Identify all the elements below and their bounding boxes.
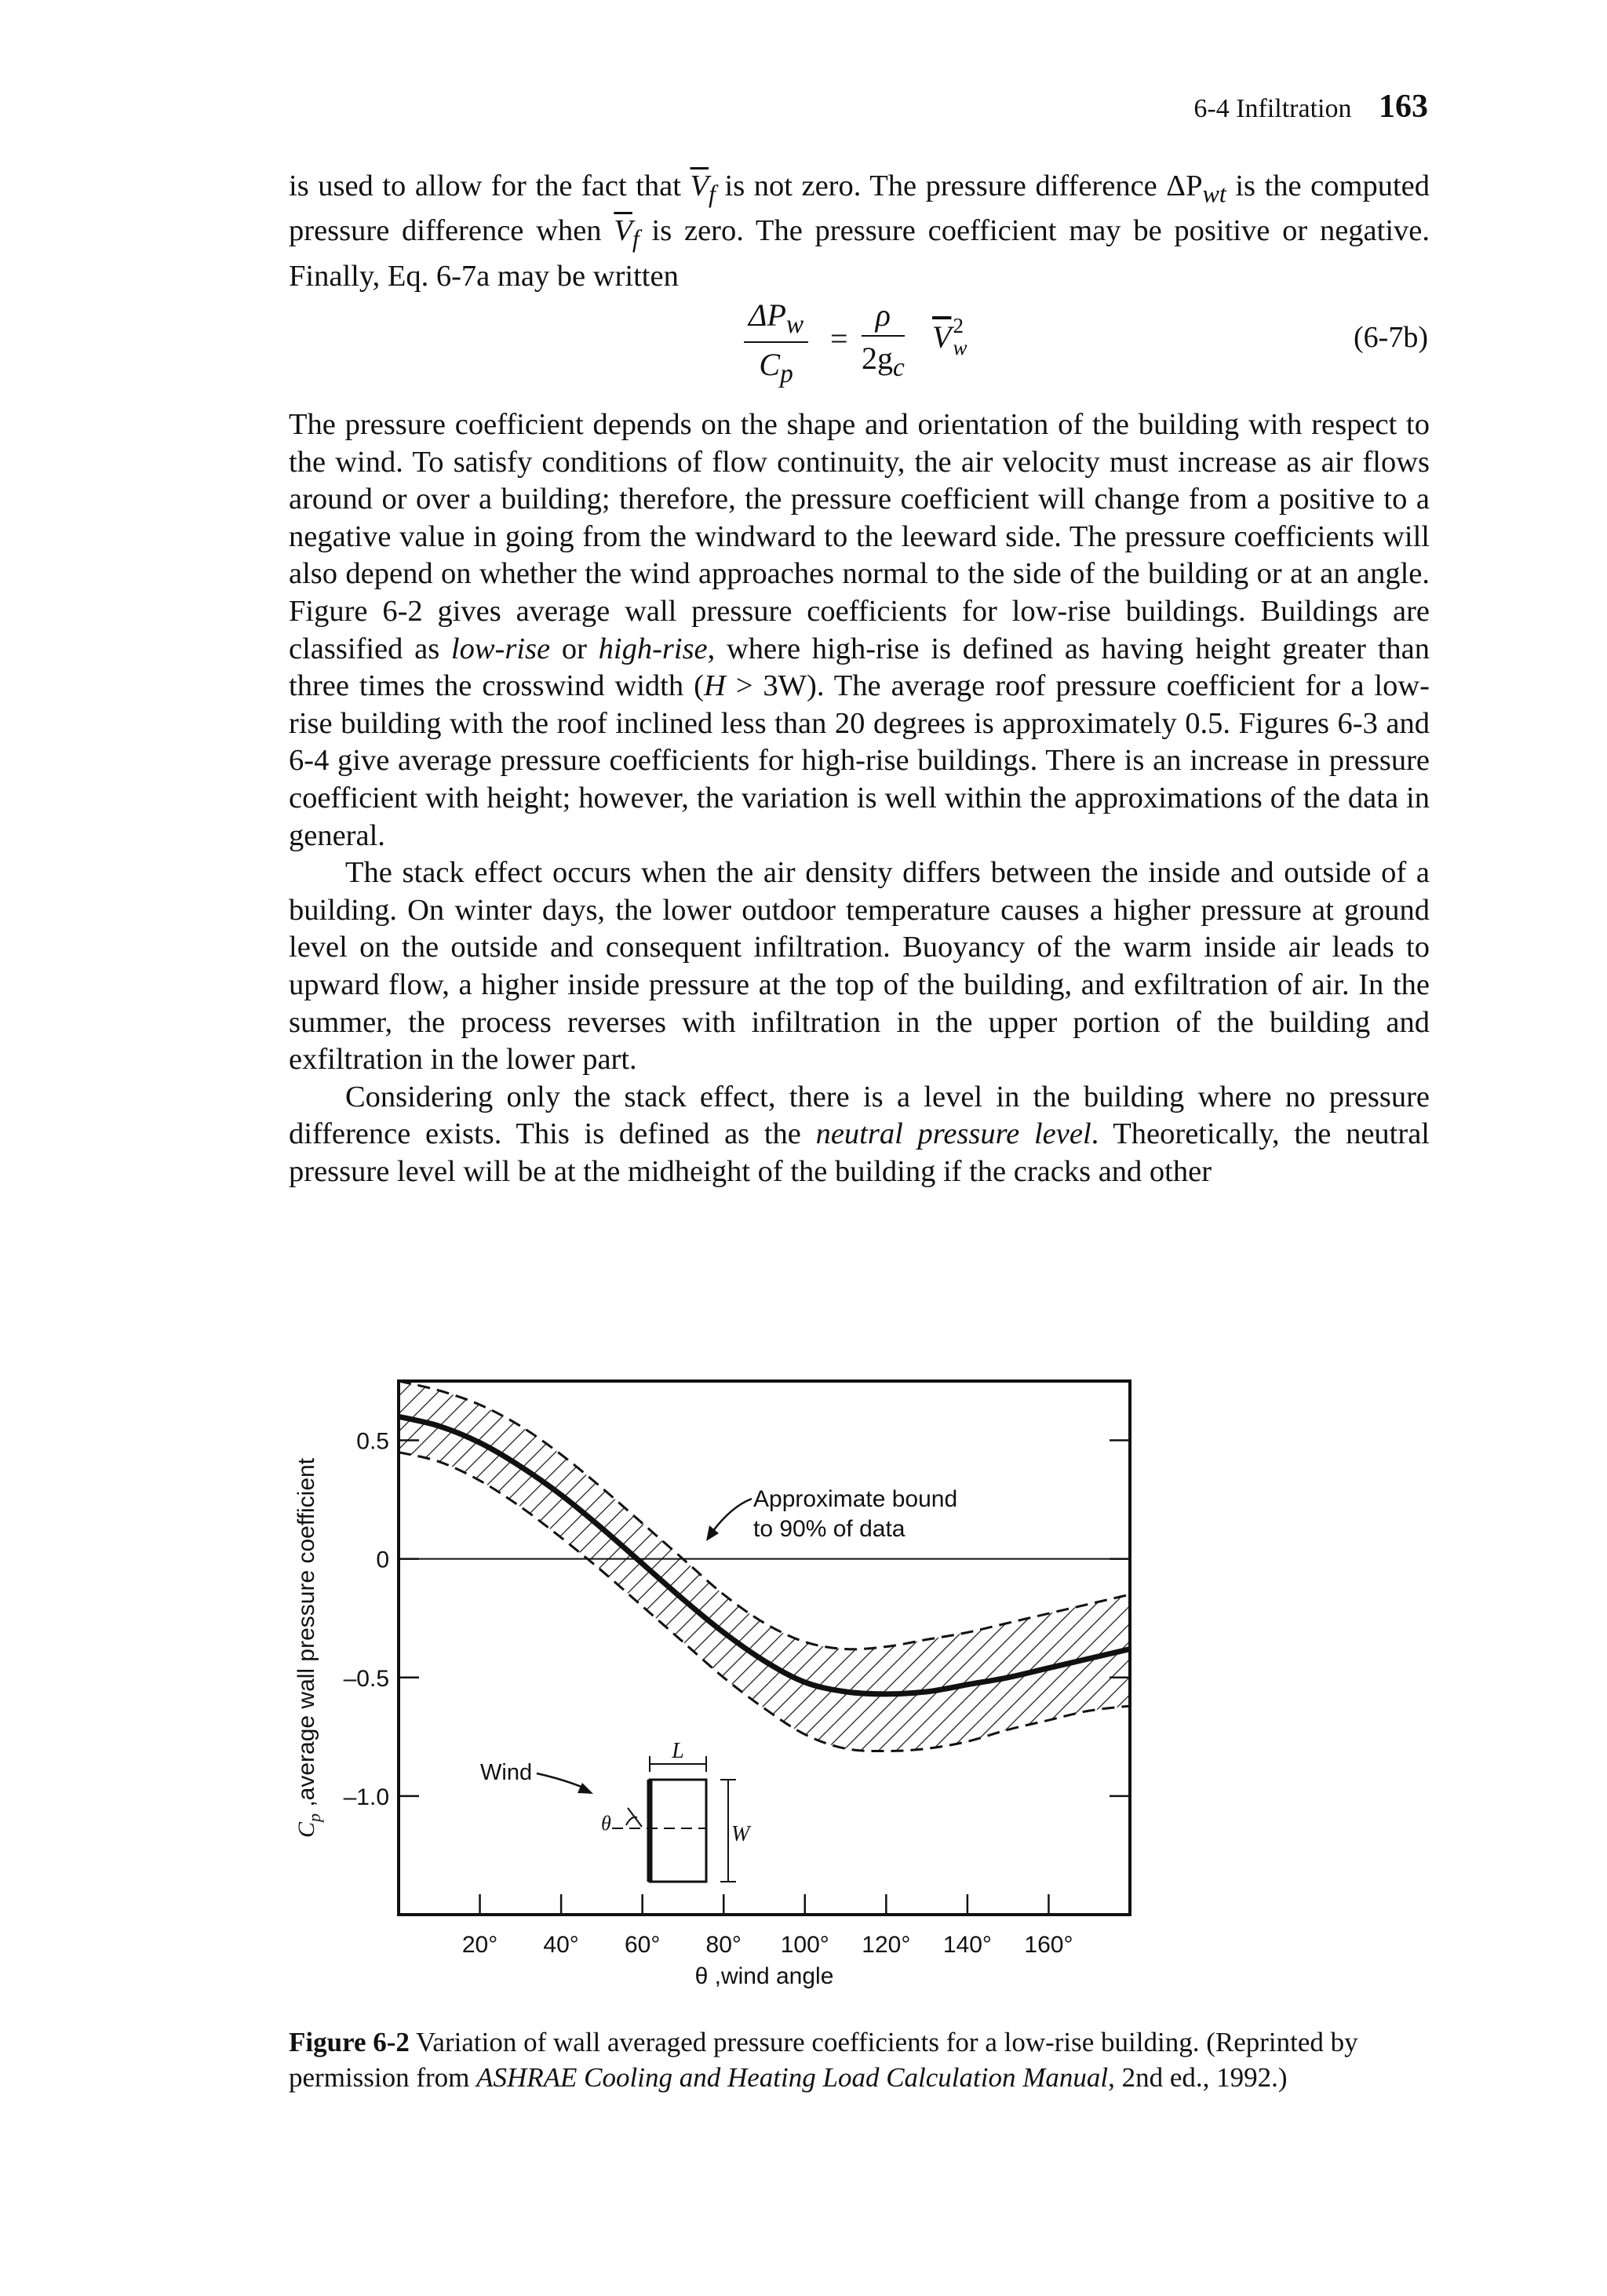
wind-label: Wind (480, 1760, 533, 1785)
y-axis-label: $C_p$ ,average wall pressure coefficient (293, 1457, 324, 1839)
para1-text-d: is zero. The pressure coefficient may be positive or negative. Finally, Eq. 6-7a may be written (289, 214, 1430, 293)
v-w-sup: 2 (953, 314, 964, 337)
lhs-denominator: C (759, 347, 781, 382)
y-tick-label: –1.0 (343, 1784, 389, 1810)
para4-text-a: Considering only the stack effect, there is a level in the building where no pressure difference exists. This is defined as the (289, 1080, 1430, 1151)
equals-sign: = (830, 321, 848, 356)
v-w-sub: w (953, 336, 967, 359)
para2-text-d: > 3W). The average roof pressure coefficient for a low-rise building with the roof inclined less than 20 degrees is approximately 0.5. Figures 6-3 and 6-4 give average pressure coefficients for high-rise buildings. There is an increase in pressure coefficient with height; however, the variation is well within the approximations of the data in general. (289, 669, 1430, 852)
paragraphs-2-4 (289, 406, 1430, 1190)
rhs-numerator: ρ (875, 297, 891, 333)
building-inset (480, 1739, 752, 1882)
x-tick-label: 40° (543, 1932, 579, 1958)
x-tick-label: 140° (942, 1932, 992, 1958)
x-tick-label: 60° (624, 1932, 661, 1958)
figure-caption (289, 2024, 1430, 2095)
theta-label: θ (601, 1812, 611, 1835)
annotation-line-2: to 90% of data (753, 1516, 906, 1542)
paragraph-3: The stack effect occurs when the air density differs between the inside and outside of a building. On winter days, the lower outdoor temperature causes a higher pressure at ground level on the outside and consequent infiltration. Buoyancy of the warm inside air leads to upward flow, a higher inside pressure at the top of the building, and exfiltration of air. In the summer, the process reverses with infiltration in the upper portion of the building and exfiltration in the lower part. (289, 856, 1430, 1077)
y-tick-label: –0.5 (343, 1665, 389, 1692)
x-tick-label: 160° (1024, 1932, 1073, 1958)
y-tick-label: 0.5 (356, 1428, 389, 1455)
w-dimension-label: W (731, 1822, 750, 1846)
caption-title: ASHRAE Cooling and Heating Load Calculation Manual (476, 2062, 1109, 2093)
figure-6-2-chart (267, 1350, 1177, 1993)
rhs-denominator: 2g (862, 341, 893, 376)
caption-tail: , 2nd ed., 1992.) (1108, 2062, 1288, 2093)
paragraph-1 (289, 168, 1430, 295)
para1-text-c: is the computed pressure difference when (289, 169, 1430, 248)
rhs-fraction (862, 297, 905, 383)
annotation-arrowhead (706, 1525, 719, 1541)
v-w-squared (932, 314, 968, 359)
v-f-sub-2: f (632, 224, 640, 253)
high-rise-term: high-rise (598, 632, 708, 665)
x-tick-label: 100° (780, 1932, 829, 1958)
running-header (1193, 88, 1428, 126)
p-wt-sub: wt (1202, 179, 1226, 208)
l-dimension-label: L (672, 1739, 684, 1763)
annotation-leader (712, 1499, 752, 1532)
approx-bound-annotation (706, 1486, 957, 1542)
v-f-symbol-2: $\overline{V}$ (614, 214, 632, 248)
paragraph-4 (289, 1079, 1430, 1191)
y-tick-label: 0 (376, 1547, 389, 1573)
para1-text-b: is not zero. The pressure difference ΔP (715, 169, 1203, 202)
v-w-symbol: $\overline{V}$ (932, 319, 952, 355)
para2-text-b: or (550, 632, 599, 665)
x-tick-label: 80° (705, 1932, 742, 1958)
page-number: 163 (1379, 89, 1428, 125)
lhs-denominator-sub: p (780, 359, 793, 388)
wind-arrow-line (537, 1773, 587, 1789)
section-title: 6-4 Infiltration (1193, 94, 1352, 123)
paragraph-2 (289, 406, 1430, 855)
building-plan (650, 1780, 706, 1882)
v-f-symbol: $\overline{V}$ (690, 169, 709, 202)
wind-arrowhead (578, 1783, 593, 1794)
lhs-numerator-sub: w (785, 310, 804, 339)
lhs-fraction (744, 297, 808, 389)
annotation-line-1: Approximate bound (753, 1486, 958, 1512)
x-axis-label: θ ,wind angle (694, 1963, 834, 1989)
v-f-sub: f (709, 179, 716, 208)
equation-6-7b (0, 297, 1607, 391)
neutral-pressure-level-term: neutral pressure level (815, 1117, 1091, 1151)
caption-text: Variation of wall averaged pressure coefficients for a low-rise building. (Reprinted by permission from (289, 2027, 1358, 2093)
data-band-90pct (399, 1381, 1130, 1751)
rhs-denominator-sub: c (893, 353, 905, 382)
caption-label: Figure 6-2 (289, 2027, 410, 2057)
lhs-numerator: ΔP (749, 297, 786, 333)
x-tick-label: 20° (461, 1932, 498, 1958)
para2-text-a: The pressure coefficient depends on the shape and orientation of the building with respect to the wind. To satisfy conditions of flow continuity, the air velocity must increase as air flows around or over a building; therefore, the pressure coefficient will change from a positive to a negative value in going from the windward to the leeward side. The pressure coefficients will also depend on whether the wind approaches normal to the side of the building or at an angle. Figure 6-2 gives average wall pressure coefficients for low-rise buildings. Buildings are classified as (289, 408, 1430, 665)
equation-number: (6-7b) (1354, 321, 1428, 354)
para2-text-c: , where high-rise is defined as having height greater than three times the crosswind width ( (289, 632, 1430, 703)
h-symbol: H (703, 669, 726, 703)
x-tick-label: 120° (862, 1932, 911, 1958)
low-rise-term: low-rise (450, 632, 551, 665)
para1-text-a: is used to allow for the fact that (289, 169, 691, 202)
para4-text-b: . Theoretically, the neutral pressure level will be at the midheight of the building if the cracks and other (289, 1117, 1430, 1188)
